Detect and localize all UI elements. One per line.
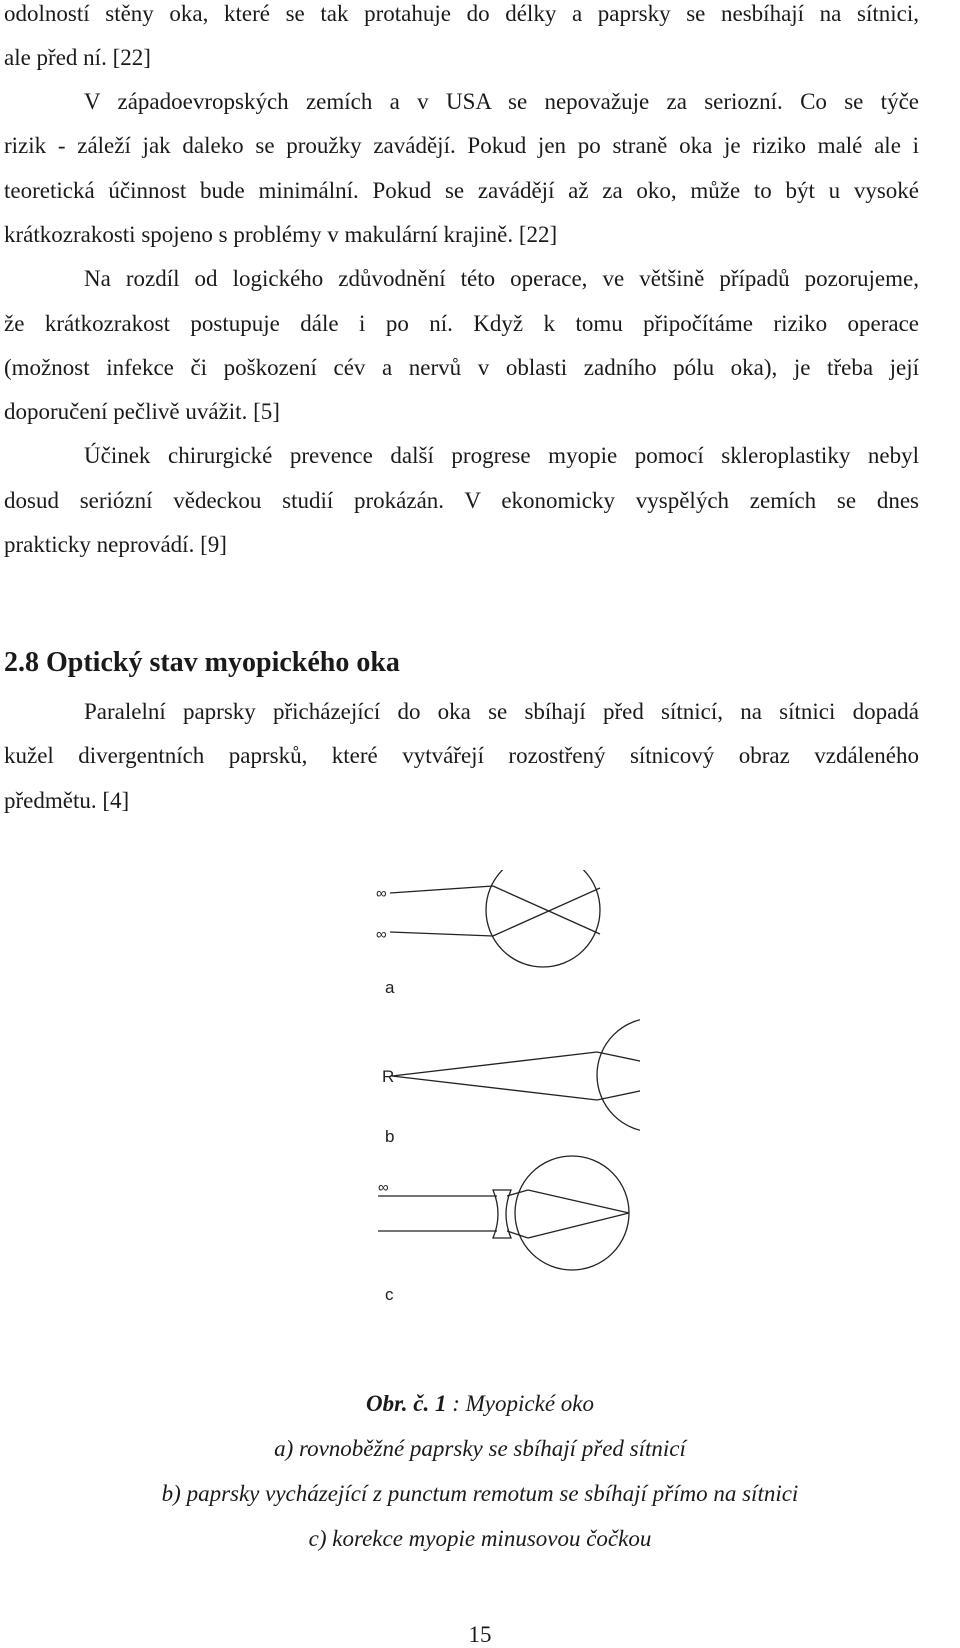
figure-caption-c: c) korekce myopie minusovou čočkou <box>308 1526 652 1551</box>
figure-caption-title <box>0 1390 960 1418</box>
figure-caption-b: b) paprsky vycházející z punctum remotum se sbíhají přímo na sítnici <box>161 1481 799 1506</box>
text-line: teoretická účinnost bude minimální. Pokud se zavádějí až za oko, může to být u vysoké <box>4 178 919 203</box>
punctum-remotum-label: R <box>382 1067 395 1086</box>
text-line: V západoevropských zemích a v USA se nepovažuje za seriozní. Co se týče <box>84 89 919 114</box>
caption-title-rest: : Myopické oko <box>446 1391 594 1416</box>
text-line: (možnost infekce či poškození cév a nervů v oblasti zadního pólu oka), je třeba její <box>4 355 919 380</box>
ray-a-upper-inner <box>493 886 600 934</box>
label-b: b <box>385 1127 395 1146</box>
section-heading: 2.8 Optický stav myopického oka <box>4 647 400 678</box>
text-line: že krátkozrakost postupuje dále i po ní. Když k tomu připočítáme riziko operace <box>4 311 919 336</box>
infinity-label: ∞ <box>378 1179 389 1196</box>
text-line: rizik - záleží jak daleko se proužky zavádějí. Pokud jen po straně oka je riziko malé ale i <box>4 133 919 158</box>
ray-b-lower-inner <box>597 1076 640 1100</box>
infinity-label: ∞ <box>376 885 387 902</box>
text-line: kužel divergentních paprsků, které vytvářejí rozostřený sítnicový obraz vzdáleného <box>4 743 919 768</box>
text-line: prakticky neprovádí. [9] <box>4 532 227 557</box>
eye-diagram-a <box>376 870 600 997</box>
myopic-eye-figure <box>340 870 640 1320</box>
text-line: krátkozrakosti spojeno s problémy v makulární krajině. [22] <box>4 222 558 247</box>
page-number: 15 <box>468 1622 492 1647</box>
ray-a-lower-inner <box>493 888 600 936</box>
infinity-label: ∞ <box>376 926 387 943</box>
ray-b-upper-inner <box>597 1052 640 1076</box>
label-c: c <box>385 1285 394 1304</box>
label-a: a <box>385 978 395 997</box>
text-line: dosud seriózní vědeckou studií prokázán. V ekonomicky vyspělých zemích se dnes <box>4 488 919 513</box>
ray-c-lower-inner <box>528 1213 629 1238</box>
text-line: Na rozdíl od logického zdůvodnění této operace, ve většině případů pozorujeme, <box>84 266 919 291</box>
ray-c-upper-inner <box>528 1190 629 1213</box>
ray-b-lower-incoming <box>392 1076 597 1100</box>
caption-title-bold: Obr. č. 1 <box>365 1391 447 1416</box>
ray-a-lower-incoming <box>390 932 493 936</box>
ray-b-upper-incoming <box>392 1052 597 1076</box>
text-line: doporučení pečlivě uvážit. [5] <box>4 399 280 424</box>
eye-diagram-b <box>382 1018 640 1146</box>
eye-a-circle <box>486 870 600 967</box>
text-line: odolností stěny oka, které se tak protahuje do délky a paprsky se nesbíhají na sítnici, <box>4 1 919 26</box>
eye-c-circle <box>515 1156 629 1270</box>
ray-a-upper-incoming <box>390 886 493 893</box>
text-line: Paralelní paprsky přicházející do oka se sbíhají před sítnicí, na sítnici dopadá <box>84 699 919 724</box>
figure-caption-a: a) rovnoběžné paprsky se sbíhají před sítnicí <box>274 1436 686 1461</box>
text-line: Účinek chirurgické prevence další progrese myopie pomocí skleroplastiky nebyl <box>84 443 919 468</box>
text-line: předmětu. [4] <box>4 788 130 813</box>
text-line: ale před ní. [22] <box>4 45 151 70</box>
eye-b-circle <box>597 1018 640 1132</box>
eye-diagram-c <box>378 1156 629 1304</box>
